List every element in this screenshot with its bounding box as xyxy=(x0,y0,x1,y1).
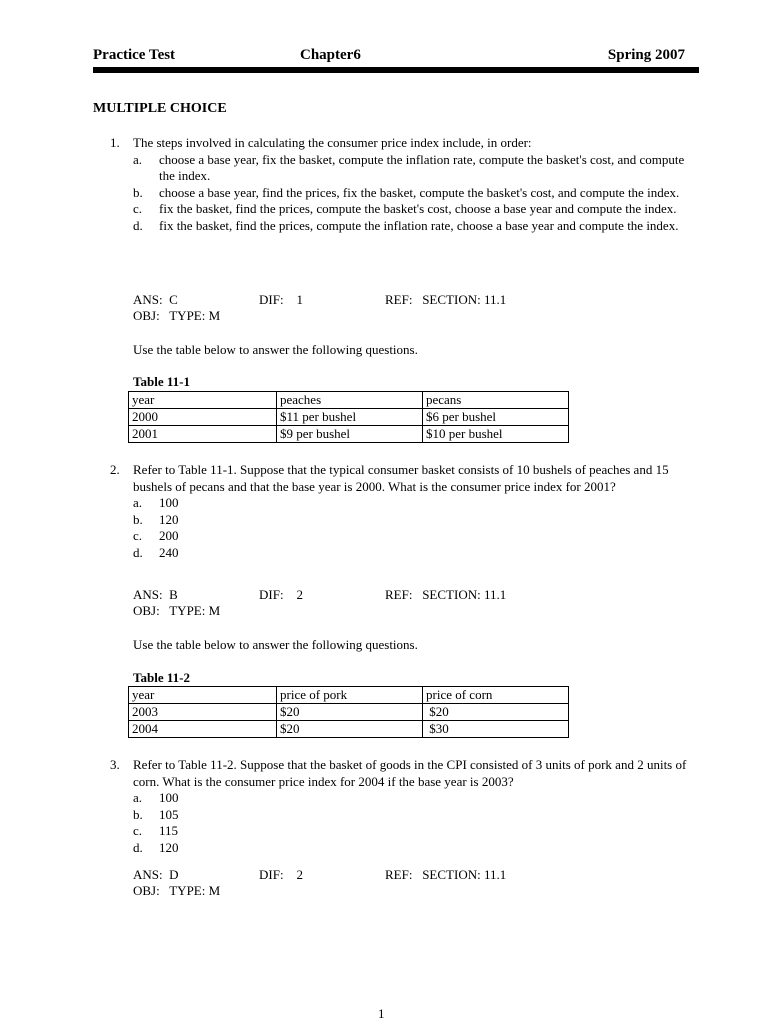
table-cell: 2001 xyxy=(129,426,277,443)
question-text: Refer to Table 11-2. Suppose that the basket of goods in the CPI consisted of 3 units of pork and 2 units of corn. What is the consumer price index for 2004 if the base year is 2003? xyxy=(133,757,687,789)
header-chapter: Chapter6 xyxy=(300,47,361,63)
option-text: 115 xyxy=(159,823,179,838)
option-c xyxy=(133,201,700,218)
table-row xyxy=(129,426,569,443)
table-cell: $10 per bushel xyxy=(423,426,569,443)
answer-block-2 xyxy=(133,587,633,621)
table-cell: 2000 xyxy=(129,409,277,426)
option-letter: b. xyxy=(133,806,143,822)
difficulty: DIF: 1 xyxy=(259,292,304,307)
table-row xyxy=(129,409,569,426)
answer-block-1 xyxy=(133,292,633,326)
table-11-2 xyxy=(128,686,569,738)
option-d xyxy=(133,218,700,235)
option-text: 120 xyxy=(159,839,179,855)
option-text: fix the basket, find the prices, compute the basket's cost, choose a base year and compute the index. xyxy=(159,201,677,216)
question-1 xyxy=(110,135,700,234)
table-row xyxy=(129,721,569,738)
difficulty: DIF: 2 xyxy=(259,587,304,602)
option-text: 240 xyxy=(159,544,179,560)
answer-key: ANS: C xyxy=(133,292,178,307)
header-title: Practice Test xyxy=(93,47,176,63)
table-cell: price of corn xyxy=(423,687,569,704)
option-text: fix the basket, find the prices, compute the inflation rate, choose a base year and compute the index. xyxy=(159,217,679,233)
section-title: MULTIPLE CHOICE xyxy=(93,101,227,116)
question-number: 2. xyxy=(110,462,120,477)
option-letter: c. xyxy=(133,528,143,543)
question-text: The steps involved in calculating the consumer price index include, in order: xyxy=(133,135,532,150)
option-letter: d. xyxy=(133,839,143,855)
option-letter: a. xyxy=(133,790,143,805)
option-letter: a. xyxy=(133,495,143,510)
option-a xyxy=(133,495,700,512)
option-letter: b. xyxy=(133,511,143,527)
question-text: Refer to Table 11-1. Suppose that the typical consumer basket consists of 10 bushels of peaches and 15 bushels of pecans and that the base year is 2000. What is the consumer price index for 2001? xyxy=(133,462,669,494)
page-header xyxy=(93,47,698,67)
option-text: choose a base year, fix the basket, compute the inflation rate, compute the basket's cost, and compute the index. xyxy=(159,151,685,183)
option-letter: c. xyxy=(133,823,143,838)
table-cell: pecans xyxy=(423,392,569,409)
option-text: 105 xyxy=(159,806,179,822)
option-letter: a. xyxy=(133,151,143,167)
difficulty: DIF: 2 xyxy=(259,867,304,882)
table-caption: Table 11-2 xyxy=(133,670,190,685)
option-letter: d. xyxy=(133,217,143,233)
reference: REF: SECTION: 11.1 xyxy=(385,867,507,882)
table-cell: $9 per bushel xyxy=(277,426,423,443)
option-letter: d. xyxy=(133,544,143,560)
reference: REF: SECTION: 11.1 xyxy=(385,587,507,602)
option-text: 120 xyxy=(159,511,179,527)
page-number: 1 xyxy=(378,1006,385,1021)
option-d xyxy=(133,545,700,562)
instruction-note: Use the table below to answer the following questions. xyxy=(133,342,418,357)
header-rule xyxy=(93,67,699,73)
answer-key: ANS: D xyxy=(133,867,179,882)
table-11-1 xyxy=(128,391,569,443)
option-a xyxy=(133,790,700,807)
table-cell: $6 per bushel xyxy=(423,409,569,426)
option-b xyxy=(133,807,700,824)
table-cell: $20 xyxy=(277,704,423,721)
question-2 xyxy=(110,462,700,561)
table-cell: $20 xyxy=(423,704,569,721)
table-row xyxy=(129,704,569,721)
objective: OBJ: TYPE: M xyxy=(133,883,221,898)
option-c xyxy=(133,823,700,840)
option-text: 100 xyxy=(159,495,179,510)
header-term: Spring 2007 xyxy=(607,47,685,63)
question-number: 3. xyxy=(110,757,120,772)
option-text: 200 xyxy=(159,528,179,543)
table-caption: Table 11-1 xyxy=(133,374,190,389)
option-c xyxy=(133,528,700,545)
table-cell: $30 xyxy=(423,721,569,738)
table-cell: 2004 xyxy=(129,721,277,738)
answer-block-3 xyxy=(133,867,633,901)
table-cell: year xyxy=(129,392,277,409)
instruction-note: Use the table below to answer the following questions. xyxy=(133,637,418,652)
answer-key: ANS: B xyxy=(133,587,178,602)
table-row xyxy=(129,392,569,409)
option-b xyxy=(133,185,700,202)
option-text: 100 xyxy=(159,790,179,805)
question-3 xyxy=(110,757,700,856)
option-b xyxy=(133,512,700,529)
table-cell: 2003 xyxy=(129,704,277,721)
option-letter: b. xyxy=(133,184,143,200)
reference: REF: SECTION: 11.1 xyxy=(385,292,507,307)
option-a xyxy=(133,152,700,185)
option-text: choose a base year, find the prices, fix the basket, compute the basket's cost, and compute the index. xyxy=(159,184,680,200)
table-cell: $20 xyxy=(277,721,423,738)
question-number: 1. xyxy=(110,135,120,150)
table-cell: year xyxy=(129,687,277,704)
objective: OBJ: TYPE: M xyxy=(133,603,221,618)
table-cell: price of pork xyxy=(277,687,423,704)
table-cell: $11 per bushel xyxy=(277,409,423,426)
objective: OBJ: TYPE: M xyxy=(133,308,221,323)
table-row xyxy=(129,687,569,704)
table-cell: peaches xyxy=(277,392,423,409)
option-d xyxy=(133,840,700,857)
option-letter: c. xyxy=(133,201,143,216)
